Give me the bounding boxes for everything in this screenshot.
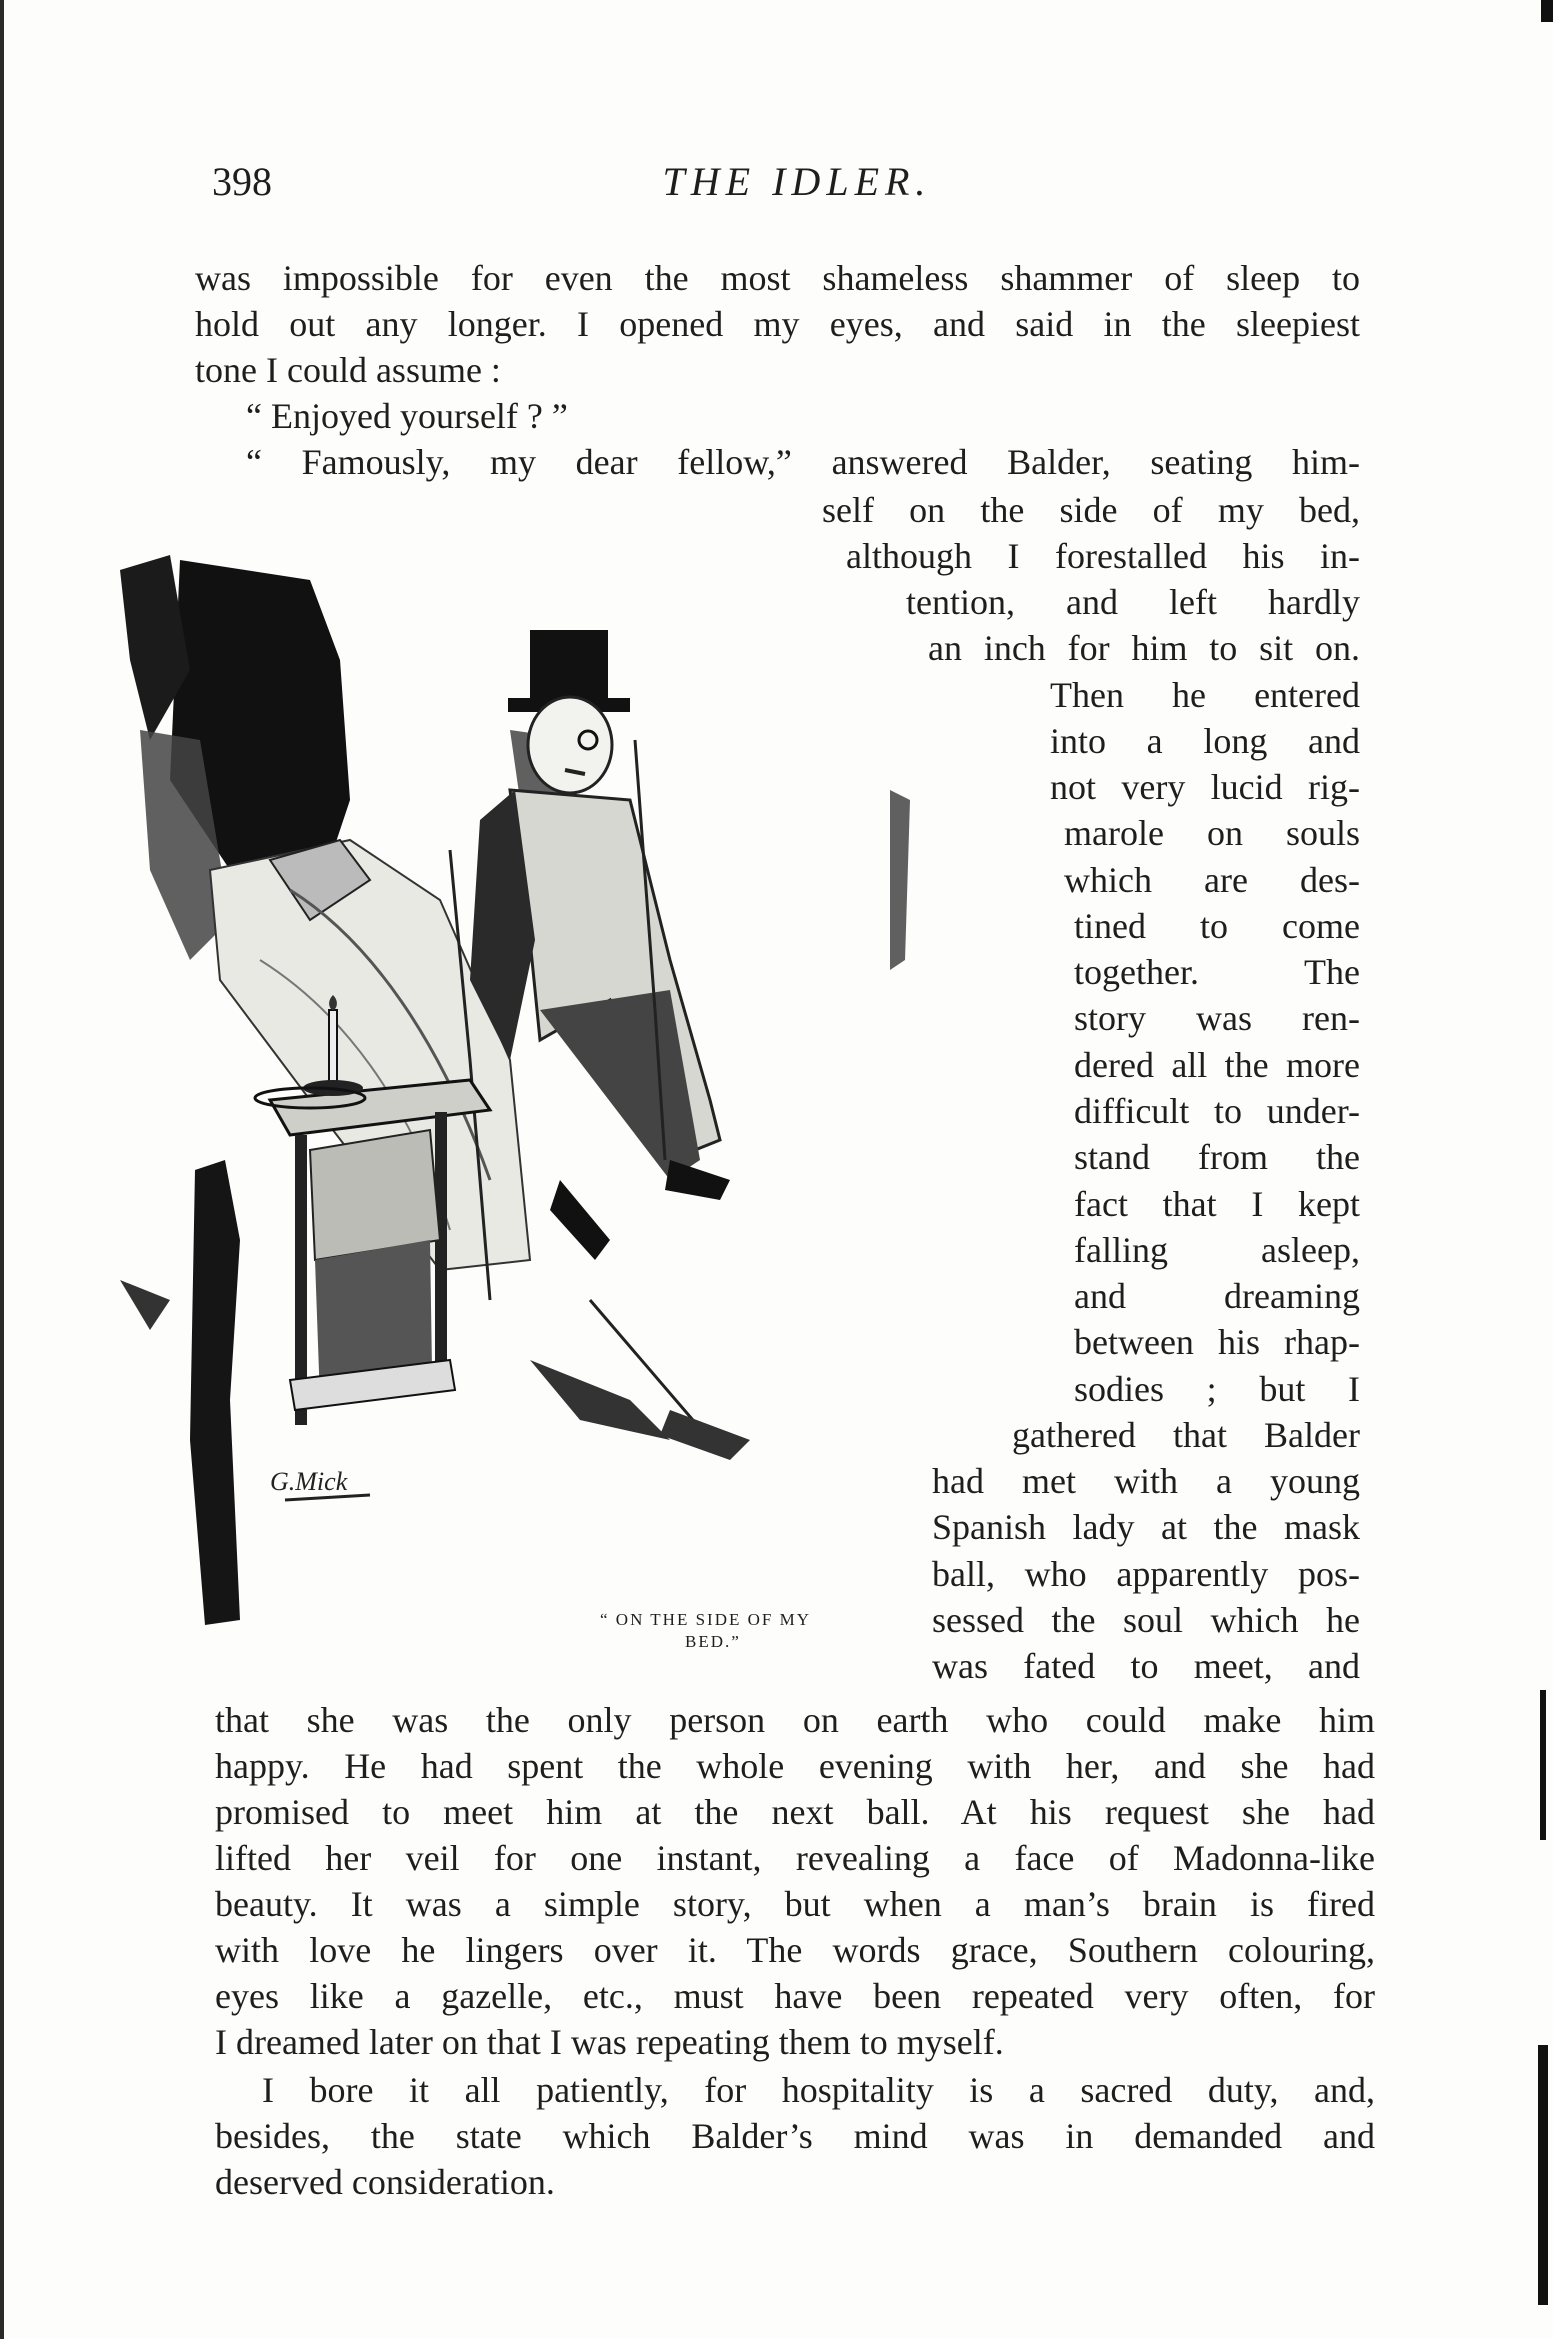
- body-line: marole on souls: [1064, 813, 1360, 853]
- body-line: stand from the: [1074, 1137, 1360, 1177]
- body-line: eyes like a gazelle, etc., must have been repeated very often, for: [215, 1976, 1375, 2016]
- body-line: Then he entered: [1050, 675, 1360, 715]
- signature-mark: [270, 1467, 370, 1500]
- scan-edge: [0, 0, 4, 2339]
- body-line: I bore it all patiently, for hospitality is a sacred duty, and,: [262, 2070, 1375, 2110]
- body-line: Spanish lady at the mask: [932, 1507, 1360, 1547]
- body-line: beauty. It was a simple story, but when a man’s brain is fired: [215, 1884, 1375, 1924]
- body-line: ball, who apparently pos-: [932, 1554, 1360, 1594]
- body-line: tention, and left hardly: [906, 582, 1360, 622]
- body-line: that she was the only person on earth who could make him: [215, 1700, 1375, 1740]
- body-line: sessed the soul which he: [932, 1600, 1360, 1640]
- body-line: an inch for him to sit on.: [928, 628, 1360, 668]
- body-line: with love he lingers over it. The words grace, Southern colouring,: [215, 1930, 1375, 1970]
- body-line: was fated to meet, and: [932, 1646, 1360, 1686]
- body-line: gathered that Balder: [1012, 1415, 1360, 1455]
- caption-line-1: “ ON THE SIDE OF MY: [600, 1610, 811, 1629]
- body-line: lifted her veil for one instant, revealing a face of Madonna-like: [215, 1838, 1375, 1878]
- body-line: falling asleep,: [1074, 1230, 1360, 1270]
- body-line: story was ren-: [1074, 998, 1360, 1038]
- scan-mark: [1538, 2045, 1548, 2305]
- body-line: besides, the state which Balder’s mind was in demanded and: [215, 2116, 1375, 2156]
- body-line: although I forestalled his in-: [846, 536, 1360, 576]
- body-line: promised to meet him at the next ball. At his request she had: [215, 1792, 1375, 1832]
- page-number: 398: [212, 159, 272, 204]
- body-line: dered all the more: [1074, 1045, 1360, 1085]
- scan-mark: [1540, 1690, 1546, 1840]
- body-line: deserved consideration.: [215, 2162, 555, 2202]
- running-title: THE IDLER.: [662, 159, 932, 204]
- body-line: tone I could assume :: [195, 350, 501, 390]
- body-line: between his rhap-: [1074, 1322, 1360, 1362]
- body-line: was impossible for even the most shameless shammer of sleep to: [195, 258, 1360, 298]
- body-line: tined to come: [1074, 906, 1360, 946]
- body-line: not very lucid rig-: [1050, 767, 1360, 807]
- body-line: together. The: [1074, 952, 1360, 992]
- body-line: I dreamed later on that I was repeating them to myself.: [215, 2022, 1004, 2062]
- body-line: fact that I kept: [1074, 1184, 1360, 1224]
- page-header: [212, 158, 1382, 218]
- body-line: and dreaming: [1074, 1276, 1360, 1316]
- body-line: into a long and: [1050, 721, 1360, 761]
- signature-text: G.Mick: [270, 1467, 348, 1496]
- caption-line-2: BED.”: [685, 1632, 741, 1651]
- body-line: hold out any longer. I opened my eyes, and said in the sleepiest: [195, 304, 1360, 344]
- scan-mark: [1541, 0, 1553, 22]
- body-line: self on the side of my bed,: [822, 490, 1360, 530]
- body-line: sodies ; but I: [1074, 1369, 1360, 1409]
- body-line: which are des-: [1064, 860, 1360, 900]
- body-line: difficult to under-: [1074, 1091, 1360, 1131]
- body-line: had met with a young: [932, 1461, 1360, 1501]
- bedside-illustration: [110, 540, 990, 1680]
- body-line: “ Enjoyed yourself ? ”: [246, 396, 568, 436]
- body-line: happy. He had spent the whole evening with her, and she had: [215, 1746, 1375, 1786]
- body-line: “ Famously, my dear fellow,” answered Balder, seating him-: [246, 442, 1360, 482]
